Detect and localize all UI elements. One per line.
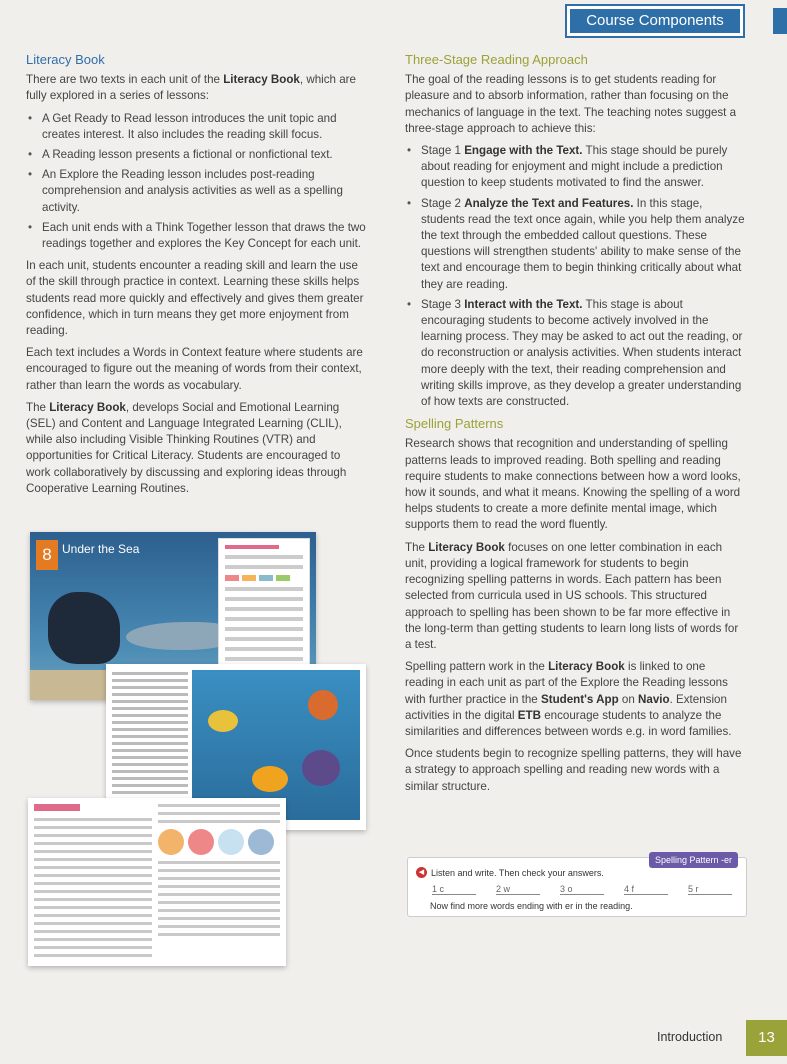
answer-blank: 1 c [432,884,476,895]
answer-blank: 5 r [688,884,732,895]
reading-approach-heading: Three-Stage Reading Approach [405,52,588,67]
listen-instruction: Listen and write. Then check your answers. [431,867,604,878]
reading-goal-paragraph: The goal of the reading lessons is to get students reading for pleasure and to absorb information, rather than focusing on the mechanics of language in the text. The teaching notes suggest a three-stage approach to achieve this: [405,73,737,135]
unit-title: Under the Sea [62,542,140,556]
list-item: • Each unit ends with a Think Together lesson that draws the two readings together and explores the Key Concept for each unit. [26,220,366,252]
spelling-activity-box [407,857,747,917]
research-paragraph: Research shows that recognition and understanding of spelling patterns leads to improved reading. Both spelling and reading require students to make connections between how a word looks, how it sounds, and what it means. Knowing the spelling of a word helps students to create a more definite mental image, which supports them to read the word fluently. [405,437,741,532]
header-edge-bar [773,8,787,34]
list-item: • Stage 3 Interact with the Text. This stage is about encouraging students to become actively involved in the learning process. They may be asked to act out the reading, or do reconstruction or analysis activities. When students interact more deeply with the text, their reading comprehension and writing skills improve, as they develop a greater understanding of how texts are constructed. [405,297,745,410]
words-in-context-paragraph: Each text includes a Words in Context feature where students are encouraged to figure out the meaning of words from their context, rather than learn the words as vocabulary. [26,346,363,392]
spelling-patterns-heading: Spelling Patterns [405,416,504,432]
find-more-instruction: Now find more words ending with er in the reading. [430,901,633,911]
list-item: • An Explore the Reading lesson includes post-reading comprehension and analysis activities as well as a spelling activity. [26,167,366,216]
answer-blank: 2 w [496,884,540,895]
list-item: • Stage 2 Analyze the Text and Features. In this stage, students read the text once again, while you help them analyze the text through the embedded callout questions. These questions will strengthen students' ability to make sense of the text and encourage them to begin thinking critically about what they are reading. [405,196,745,293]
unit-number-badge: 8 [36,540,58,570]
letter-combination-paragraph: The Literacy Book focuses on one letter combination in each unit, providing a logical framework for students to begin recognizing spelling patterns in words. Each pattern has been selected from curricula used in US schools. This structured approach to spelling has been shown to be far more effective in the long-term than getting students to learn long lists of words for a test. [405,540,739,651]
list-item: • A Reading lesson presents a fictional or nonfictional text. [26,147,366,163]
literacy-book-heading: Literacy Book [26,52,105,67]
activity-page [28,798,286,966]
list-item: • A Get Ready to Read lesson introduces the unit topic and creates interest. It also includes the reading skill focus. [26,111,366,143]
audio-speaker-icon: ◀ [416,867,427,878]
diver-image [48,592,120,664]
intro-paragraph: There are two texts in each unit of the Literacy Book, which are fully explored in a series of lessons: [26,73,356,103]
answer-blanks [432,884,732,895]
answer-blank: 4 f [624,884,668,895]
spelling-pattern-tag: Spelling Pattern -er [649,852,738,868]
list-item: • Stage 1 Engage with the Text. This stage should be purely about reading for enjoyment and might include a prediction question to keep students motivated to find the answer. [405,143,745,192]
stage-list [405,143,745,410]
sel-clil-paragraph: The Literacy Book, develops Social and Emotional Learning (SEL) and Content and Language Integrated Learning (CLIL), while also including Visible Thinking Routines (VTR) and opportunities for Critical Literacy. Students are encouraged to work collaboratively by discussing and exploring ideas through Cooperative Learning Routines. [26,400,347,495]
skills-paragraph: In each unit, students encounter a reading skill and learn the use of the skill through practice in context. Learning these skills helps students read more quickly and effectively and gives them greater confidence, which in turn means they get more enjoyment from reading. [26,259,364,338]
strategy-paragraph: Once students begin to recognize spelling patterns, they will have a strategy to approach spelling and reading new words with a similar structure. [405,747,742,793]
lesson-list [26,111,366,253]
activity-panel [218,538,310,678]
left-column [26,52,366,503]
book-pages-collage [28,528,368,968]
section-tab: Course Components [567,6,743,36]
spelling-work-paragraph: Spelling pattern work in the Literacy Book is linked to one reading in each unit as part of the Explore the Reading lessons with further practice in the Student's App on Navio. Extension activities in the digital ETB encourage students to analyze the similarities and differences between words e.g. in word families. [405,660,732,738]
page-number: 13 [746,1020,787,1056]
footer-section-label: Introduction [657,1030,723,1044]
right-column [405,52,745,801]
answer-blank: 3 o [560,884,604,895]
